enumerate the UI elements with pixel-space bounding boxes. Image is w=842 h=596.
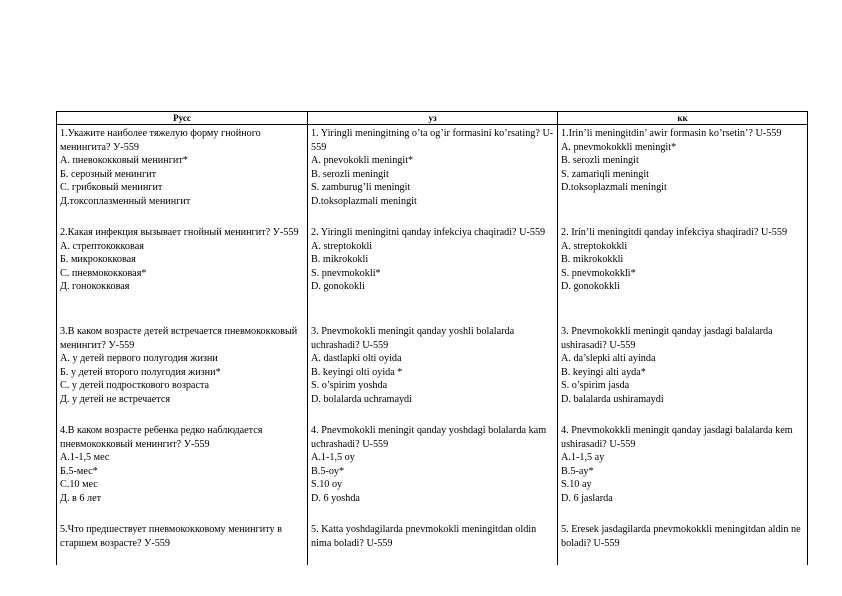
question-cell-karakalpak	[558, 521, 808, 565]
answer-option: С. пневмококковая*	[60, 267, 147, 279]
answer-option: S. zamariqli meningit	[561, 168, 649, 180]
question-cell-karakalpak	[558, 323, 808, 422]
answer-option: B.5-oy*	[311, 465, 345, 477]
answer-option: A. da’slepki alti ayinda	[561, 353, 656, 365]
answer-option: D. balalarda ushiramaydi	[561, 393, 664, 405]
answer-option: A. pnevokokli meningit*	[311, 155, 414, 167]
question-row	[57, 323, 808, 422]
answer-option: A. pnevmokokkli meningit*	[561, 141, 677, 153]
question-table	[56, 111, 808, 565]
answer-option: B. serozli meningit	[561, 155, 639, 167]
question-row	[57, 224, 808, 323]
answer-option: D. 6 yoshda	[311, 492, 360, 504]
answer-option: D.toksoplazmali meningit	[561, 182, 667, 194]
question-text: 1.Irin’li meningitdin’ awir formasin ko’rsetin’? U-559	[561, 128, 782, 139]
question-cell-karakalpak	[558, 125, 808, 225]
answer-option: D.toksoplazmali meningit	[311, 195, 417, 207]
answer-option: Д. в 6 лет	[60, 492, 102, 504]
question-body	[57, 125, 808, 566]
answer-option: A. streptokokkli	[561, 240, 628, 252]
answer-option: S. pnevmokokkli*	[561, 267, 636, 279]
question-row	[57, 422, 808, 521]
question-cell-russian	[57, 521, 308, 565]
answer-option: A. dastlapki olti oyida	[311, 353, 402, 365]
header-russian: Русс	[57, 112, 308, 125]
question-cell-russian	[57, 224, 308, 323]
answer-option: Б. у детей второго полугодия жизни*	[60, 366, 221, 378]
answer-option: Б. серозный менингит	[60, 168, 157, 180]
answer-option: А.1-1,5 мес	[60, 452, 110, 464]
answer-option: A.1-1,5 oy	[311, 452, 355, 464]
question-text: 1. Yiringli meningitning o’ta og’ir formasini ko’rsating? U-559	[311, 128, 554, 153]
question-text: 2.Какая инфекция вызывает гнойный менингит? У-559	[60, 227, 299, 238]
answer-option: С. грибковый менингит	[60, 182, 163, 194]
answer-option: D. 6 jaslarda	[561, 492, 613, 504]
question-text: 4. Pnevmokokkli meningit qanday jasdagi balalarda kem ushirasadi? U-559	[561, 425, 793, 450]
question-row	[57, 521, 808, 565]
answer-option: A. streptokokli	[311, 240, 373, 252]
question-cell-uzbek	[308, 521, 558, 565]
question-cell-russian	[57, 323, 308, 422]
answer-option: А. у детей первого полугодия жизни	[60, 353, 218, 365]
answer-option: А. пневококковый менингит*	[60, 155, 188, 167]
answer-option: B. mikrokokli	[311, 254, 369, 266]
question-cell-uzbek	[308, 224, 558, 323]
answer-option: B. mikrokokkli	[561, 254, 624, 266]
question-text: 2. Irin’li meningitdi qanday infekciya shaqiradi? U-559	[561, 227, 788, 238]
question-text: 3. Pnevmokokkli meningit qanday jasdagi balalarda ushirasadi? U-559	[561, 326, 773, 351]
question-text: 1.Укажите наиболее тяжелую форму гнойного менингита? У-559	[60, 128, 261, 153]
answer-option: A.1-1,5 ay	[561, 452, 605, 464]
answer-option: Д. у детей не встречается	[60, 393, 171, 405]
question-text: 3. Pnevmokokli meningit qanday yoshli bolalarda uchrashadi? U-559	[311, 326, 515, 351]
answer-option: S. o’spirim jasda	[561, 380, 630, 392]
question-text: 3.В каком возрасте детей встречается пневмококковый менингит? У-559	[60, 326, 298, 351]
answer-option: Б.5-мес*	[60, 465, 98, 477]
header-uzbek: уз	[308, 112, 558, 125]
question-cell-russian	[57, 422, 308, 521]
answer-option: S.10 ay	[561, 479, 592, 491]
answer-option: Д. гонококковая	[60, 281, 130, 293]
answer-option: B. keyingi alti ayda*	[561, 366, 646, 378]
question-cell-uzbek	[308, 125, 558, 225]
answer-option: D. gonokokkli	[561, 281, 620, 293]
answer-option: Б. микрококковая	[60, 254, 136, 266]
answer-option: D. bolalarda uchramaydi	[311, 393, 412, 405]
answer-option: Д.токсоплазменный менингит	[60, 195, 191, 207]
question-row	[57, 125, 808, 225]
answer-option: S.10 oy	[311, 479, 343, 491]
question-cell-uzbek	[308, 422, 558, 521]
question-text: 5. Eresek jasdagilarda pnevmokokkli meningitdan aldin ne boladi? U-559	[561, 524, 801, 549]
answer-option: B. keyingi olti oyida *	[311, 366, 403, 378]
question-cell-karakalpak	[558, 422, 808, 521]
answer-option: С.10 мес	[60, 479, 98, 491]
answer-option: С. у детей подросткового возраста	[60, 380, 210, 392]
question-text: 2. Yiringli meningitni qanday infekciya chaqiradi? U-559	[311, 227, 546, 238]
question-text: 5. Katta yoshdagilarda pnevmokokli meningitdan oldin nima boladi? U-559	[311, 524, 537, 549]
header-karakalpak: кк	[558, 112, 808, 125]
header-row	[57, 112, 808, 125]
question-text: 5.Что предшествует пневмококковому менингиту в старшем возрасте? У-559	[60, 524, 282, 549]
answer-option: B. serozli meningit	[311, 168, 389, 180]
question-text: 4. Pnevmokokli meningit qanday yoshdagi bolalarda kam uchrashadi? U-559	[311, 425, 547, 450]
answer-option: B.5-ay*	[561, 465, 594, 477]
question-cell-karakalpak	[558, 224, 808, 323]
answer-option: D. gonokokli	[311, 281, 365, 293]
question-text: 4.В каком возрасте ребенка редко наблюдается пневмококковый менингит? У-559	[60, 425, 263, 450]
answer-option: S. zamburug’li meningit	[311, 182, 411, 194]
answer-option: S. o’spirim yoshda	[311, 380, 388, 392]
question-cell-uzbek	[308, 323, 558, 422]
question-cell-russian	[57, 125, 308, 225]
answer-option: S. pnevmokokli*	[311, 267, 381, 279]
answer-option: А. стрептококковая	[60, 240, 144, 252]
